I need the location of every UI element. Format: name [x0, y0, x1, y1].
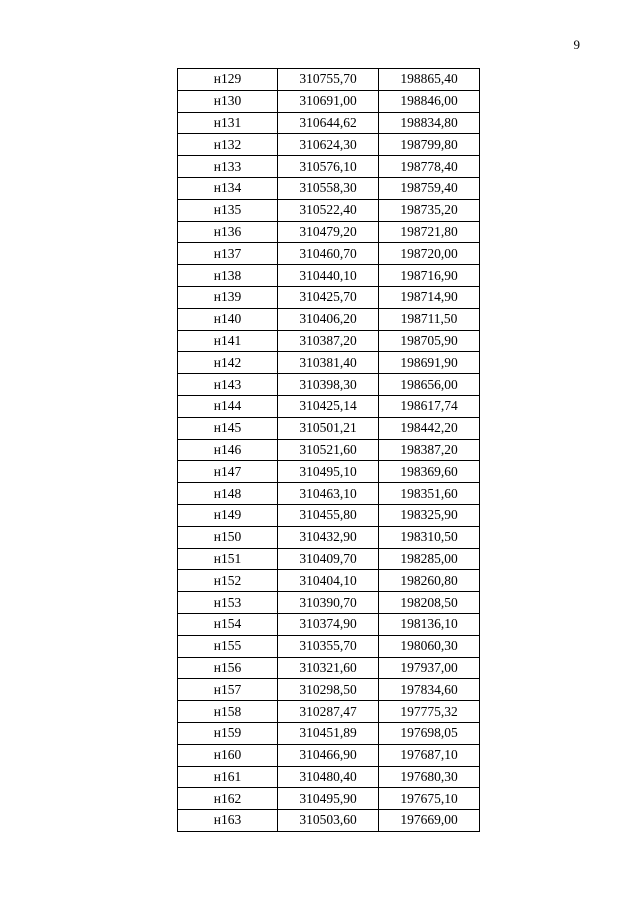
coordinates-table-body — [178, 69, 480, 832]
table-row — [178, 330, 480, 352]
y-coordinate-cell: 197675,10 — [379, 788, 480, 810]
x-coordinate-cell: 310522,40 — [278, 199, 379, 221]
table-row — [178, 570, 480, 592]
point-cell: н138 — [178, 265, 278, 287]
y-coordinate-cell: 198325,90 — [379, 504, 480, 526]
table-row — [178, 810, 480, 832]
x-coordinate-cell: 310374,90 — [278, 613, 379, 635]
table-row — [178, 461, 480, 483]
point-cell: н158 — [178, 701, 278, 723]
y-coordinate-cell: 198369,60 — [379, 461, 480, 483]
y-coordinate-cell: 198846,00 — [379, 90, 480, 112]
point-cell: н159 — [178, 722, 278, 744]
table-row — [178, 286, 480, 308]
table-row — [178, 657, 480, 679]
point-cell: н144 — [178, 395, 278, 417]
y-coordinate-cell: 198285,00 — [379, 548, 480, 570]
y-coordinate-cell: 197680,30 — [379, 766, 480, 788]
y-coordinate-cell: 198656,00 — [379, 374, 480, 396]
y-coordinate-cell: 198735,20 — [379, 199, 480, 221]
point-cell: н141 — [178, 330, 278, 352]
x-coordinate-cell: 310381,40 — [278, 352, 379, 374]
y-coordinate-cell: 198310,50 — [379, 526, 480, 548]
point-cell: н132 — [178, 134, 278, 156]
y-coordinate-cell: 198691,90 — [379, 352, 480, 374]
y-coordinate-cell: 197937,00 — [379, 657, 480, 679]
table-row — [178, 395, 480, 417]
y-coordinate-cell: 198260,80 — [379, 570, 480, 592]
point-cell: н147 — [178, 461, 278, 483]
point-cell: н137 — [178, 243, 278, 265]
y-coordinate-cell: 198711,50 — [379, 308, 480, 330]
point-cell: н133 — [178, 156, 278, 178]
table-row — [178, 504, 480, 526]
point-cell: н149 — [178, 504, 278, 526]
point-cell: н142 — [178, 352, 278, 374]
x-coordinate-cell: 310466,90 — [278, 744, 379, 766]
point-cell: н148 — [178, 483, 278, 505]
y-coordinate-cell: 198716,90 — [379, 265, 480, 287]
x-coordinate-cell: 310558,30 — [278, 177, 379, 199]
x-coordinate-cell: 310463,10 — [278, 483, 379, 505]
point-cell: н136 — [178, 221, 278, 243]
point-cell: н152 — [178, 570, 278, 592]
coordinates-table — [177, 68, 480, 832]
x-coordinate-cell: 310501,21 — [278, 417, 379, 439]
x-coordinate-cell: 310287,47 — [278, 701, 379, 723]
y-coordinate-cell: 197775,32 — [379, 701, 480, 723]
x-coordinate-cell: 310298,50 — [278, 679, 379, 701]
point-cell: н140 — [178, 308, 278, 330]
x-coordinate-cell: 310451,89 — [278, 722, 379, 744]
y-coordinate-cell: 198060,30 — [379, 635, 480, 657]
y-coordinate-cell: 198721,80 — [379, 221, 480, 243]
point-cell: н151 — [178, 548, 278, 570]
y-coordinate-cell: 198799,80 — [379, 134, 480, 156]
table-row — [178, 134, 480, 156]
table-row — [178, 483, 480, 505]
x-coordinate-cell: 310479,20 — [278, 221, 379, 243]
point-cell: н150 — [178, 526, 278, 548]
table-row — [178, 243, 480, 265]
y-coordinate-cell: 197687,10 — [379, 744, 480, 766]
table-row — [178, 156, 480, 178]
table-row — [178, 177, 480, 199]
table-row — [178, 744, 480, 766]
y-coordinate-cell: 197669,00 — [379, 810, 480, 832]
y-coordinate-cell: 198720,00 — [379, 243, 480, 265]
page-number: 9 — [573, 37, 580, 52]
x-coordinate-cell: 310432,90 — [278, 526, 379, 548]
y-coordinate-cell: 198865,40 — [379, 69, 480, 91]
table-row — [178, 526, 480, 548]
y-coordinate-cell: 198617,74 — [379, 395, 480, 417]
x-coordinate-cell: 310440,10 — [278, 265, 379, 287]
point-cell: н156 — [178, 657, 278, 679]
point-cell: н131 — [178, 112, 278, 134]
point-cell: н162 — [178, 788, 278, 810]
table-row — [178, 635, 480, 657]
x-coordinate-cell: 310480,40 — [278, 766, 379, 788]
x-coordinate-cell: 310321,60 — [278, 657, 379, 679]
point-cell: н146 — [178, 439, 278, 461]
y-coordinate-cell: 197834,60 — [379, 679, 480, 701]
x-coordinate-cell: 310425,70 — [278, 286, 379, 308]
x-coordinate-cell: 310406,20 — [278, 308, 379, 330]
y-coordinate-cell: 198387,20 — [379, 439, 480, 461]
table-row — [178, 439, 480, 461]
point-cell: н135 — [178, 199, 278, 221]
y-coordinate-cell: 198705,90 — [379, 330, 480, 352]
table-row — [178, 69, 480, 91]
table-row — [178, 308, 480, 330]
point-cell: н163 — [178, 810, 278, 832]
y-coordinate-cell: 197698,05 — [379, 722, 480, 744]
point-cell: н153 — [178, 592, 278, 614]
table-row — [178, 221, 480, 243]
point-cell: н145 — [178, 417, 278, 439]
table-row — [178, 679, 480, 701]
x-coordinate-cell: 310390,70 — [278, 592, 379, 614]
table-row — [178, 613, 480, 635]
table-row — [178, 374, 480, 396]
x-coordinate-cell: 310425,14 — [278, 395, 379, 417]
x-coordinate-cell: 310398,30 — [278, 374, 379, 396]
x-coordinate-cell: 310755,70 — [278, 69, 379, 91]
table-row — [178, 90, 480, 112]
x-coordinate-cell: 310460,70 — [278, 243, 379, 265]
table-row — [178, 701, 480, 723]
x-coordinate-cell: 310495,90 — [278, 788, 379, 810]
point-cell: н134 — [178, 177, 278, 199]
point-cell: н155 — [178, 635, 278, 657]
x-coordinate-cell: 310409,70 — [278, 548, 379, 570]
x-coordinate-cell: 310455,80 — [278, 504, 379, 526]
table-row — [178, 265, 480, 287]
table-row — [178, 352, 480, 374]
table-row — [178, 199, 480, 221]
x-coordinate-cell: 310691,00 — [278, 90, 379, 112]
table-row — [178, 722, 480, 744]
x-coordinate-cell: 310355,70 — [278, 635, 379, 657]
y-coordinate-cell: 198442,20 — [379, 417, 480, 439]
table-row — [178, 592, 480, 614]
y-coordinate-cell: 198714,90 — [379, 286, 480, 308]
table-row — [178, 112, 480, 134]
x-coordinate-cell: 310576,10 — [278, 156, 379, 178]
point-cell: н154 — [178, 613, 278, 635]
point-cell: н161 — [178, 766, 278, 788]
x-coordinate-cell: 310404,10 — [278, 570, 379, 592]
y-coordinate-cell: 198208,50 — [379, 592, 480, 614]
x-coordinate-cell: 310624,30 — [278, 134, 379, 156]
point-cell: н139 — [178, 286, 278, 308]
table-row — [178, 766, 480, 788]
x-coordinate-cell: 310521,60 — [278, 439, 379, 461]
x-coordinate-cell: 310387,20 — [278, 330, 379, 352]
table-row — [178, 417, 480, 439]
y-coordinate-cell: 198759,40 — [379, 177, 480, 199]
point-cell: н129 — [178, 69, 278, 91]
y-coordinate-cell: 198778,40 — [379, 156, 480, 178]
point-cell: н160 — [178, 744, 278, 766]
point-cell: н130 — [178, 90, 278, 112]
x-coordinate-cell: 310644,62 — [278, 112, 379, 134]
table-row — [178, 788, 480, 810]
y-coordinate-cell: 198834,80 — [379, 112, 480, 134]
x-coordinate-cell: 310495,10 — [278, 461, 379, 483]
point-cell: н157 — [178, 679, 278, 701]
table-row — [178, 548, 480, 570]
point-cell: н143 — [178, 374, 278, 396]
y-coordinate-cell: 198136,10 — [379, 613, 480, 635]
y-coordinate-cell: 198351,60 — [379, 483, 480, 505]
x-coordinate-cell: 310503,60 — [278, 810, 379, 832]
